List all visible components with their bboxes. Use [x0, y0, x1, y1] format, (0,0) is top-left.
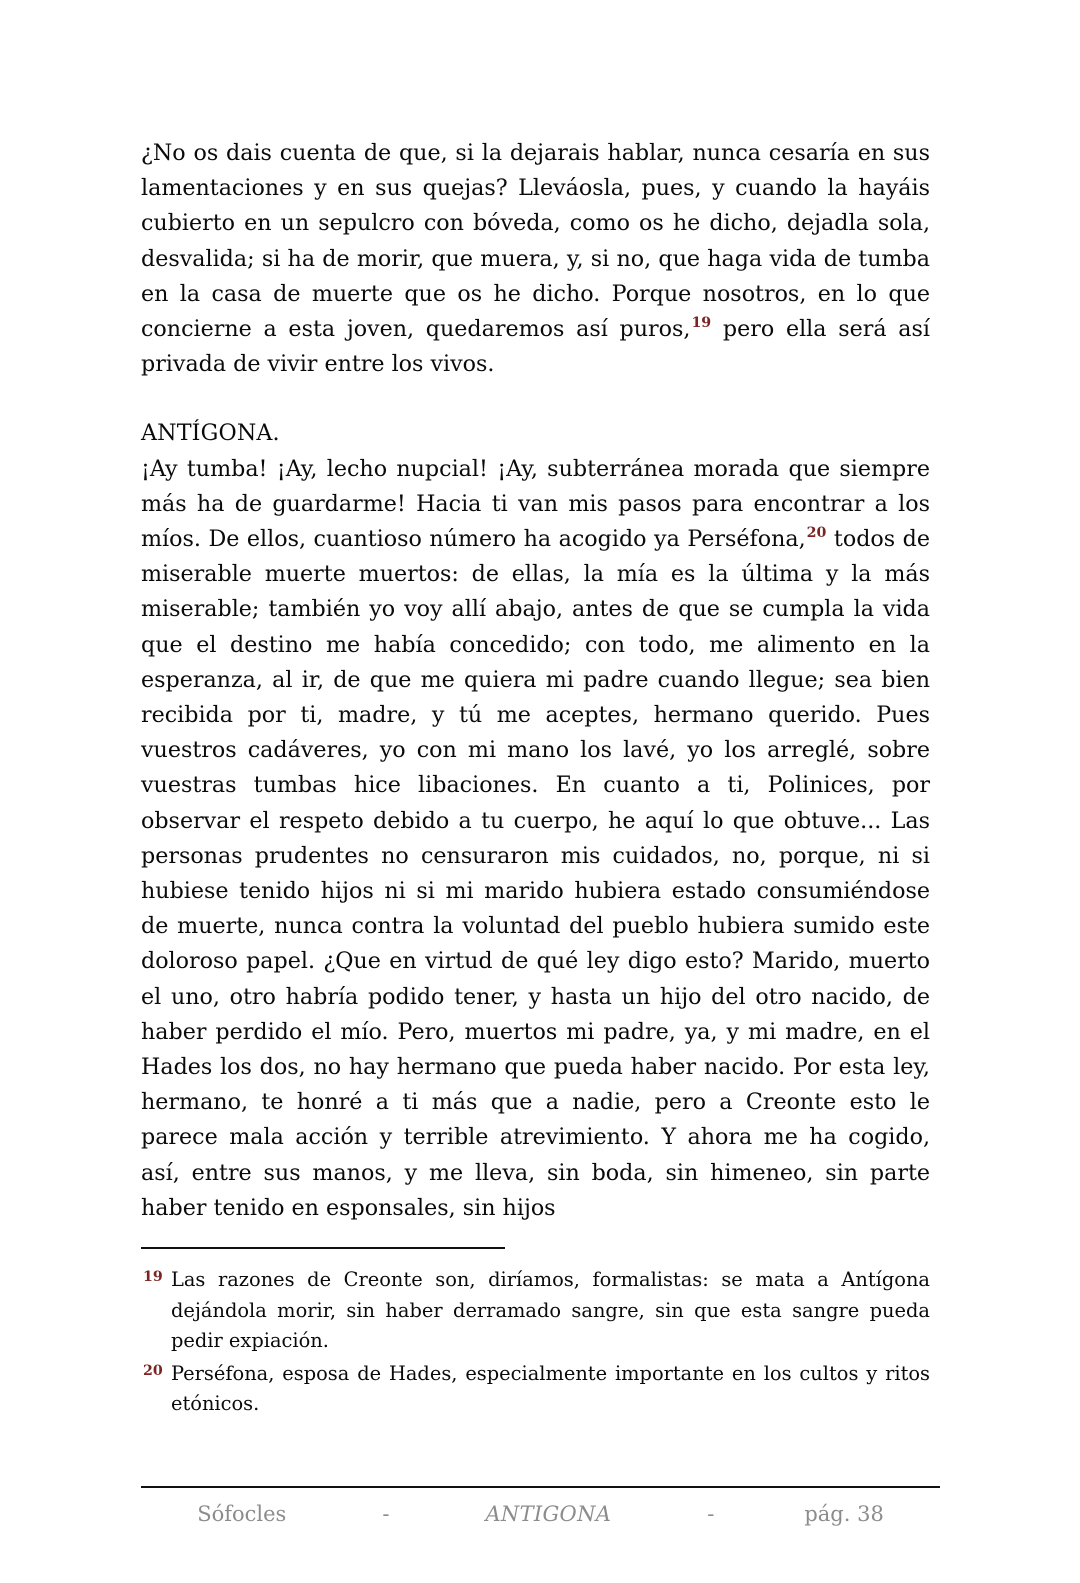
paragraph-text-part: ¡Ay tumba! ¡Ay, lecho nupcial! ¡Ay, subterránea morada que siempre más ha de guardarme! Hacia ti van mis pasos para encontrar a los míos. De ellos, cuantioso número ha acogido ya Perséfona, [141, 455, 930, 553]
footnote-item-19 [141, 1265, 930, 1357]
footer-separator-right: - [707, 1502, 715, 1526]
footer-row [141, 1488, 940, 1528]
footnote-text: Perséfona, esposa de Hades, especialmente importante en los cultos y ritos etónicos. [171, 1361, 930, 1415]
footer-page-number: pág. 38 [804, 1502, 884, 1526]
footnote-number-19: 19 [143, 1269, 163, 1285]
speaker-name: ANTÍGONA. [141, 420, 280, 447]
paragraph-antigona-speech [141, 452, 930, 1226]
page-body-content [141, 136, 930, 1226]
paragraph-text-part: ¿No os dais cuenta de que, si la dejarais hablar, nunca cesaría en sus lamentaciones y en sus quejas? Lleváosla, pues, y cuando la hayáis cubierto en un sepulcro con bóveda, como os he dicho, dejadla sola, desvalida; si ha de morir, que muera, y, si no, que haga vida de tumba en la casa de muerte que os he dicho. Porque nosotros, en lo que concierne a esta joven, quedaremos así puros, [141, 140, 930, 343]
footnote-number-20: 20 [143, 1362, 163, 1379]
footer-separator-left: - [382, 1502, 390, 1526]
footnote-item-20 [141, 1359, 930, 1420]
footnote-ref-19[interactable]: 19 [691, 314, 712, 331]
paragraph-text-part: pero ella será así privada de vivir entre los vivos. [141, 316, 931, 378]
footer-author: Sófocles [197, 1502, 287, 1526]
footnote-text: Las razones de Creonte son, diríamos, formalistas: se mata a Antígona dejándola morir, sin haber derramado sangre, sin que esta sangre pueda pedir expiación. [171, 1268, 930, 1352]
page-footer [141, 1486, 940, 1528]
paragraph-creon-speech [141, 136, 930, 382]
footnotes-section [141, 1247, 930, 1422]
speaker-block-antigona [141, 416, 930, 1226]
footnote-ref-20[interactable]: 20 [806, 524, 827, 541]
footnote-separator-rule [141, 1247, 505, 1249]
footer-title: ANTIGONA [485, 1502, 612, 1526]
paragraph-text-part: todos de miserable muerte muertos: de ellas, la mía es la última y la más miserable; también yo voy allí abajo, antes de que se cumpla la vida que el destino me había concedido; con todo, me alimento en la esperanza, al ir, de que me quiera mi padre cuando llegue; sea bien recibida por ti, madre, y tú me aceptes, hermano querido. Pues vuestros cadáveres, yo con mi mano los lavé, yo los arreglé, sobre vuestras tumbas hice libaciones. En cuanto a ti, Polinices, por observar el respeto debido a tu cuerpo, he aquí lo que obtuve... Las personas prudentes no censuraron mis cuidados, no, porque, ni si hubiese tenido hijos ni si mi marido hubiera estado consumiéndose de muerte, nunca contra la voluntad del pueblo hubiera sumido este doloroso papel. ¿Que en virtud de qué ley digo esto? Marido, muerto el uno, otro habría podido tener, y hasta un hijo del otro nacido, de haber perdido el mío. Pero, muertos mi padre, ya, y mi madre, en el Hades los dos, no hay hermano que pueda haber nacido. Por esta ley, hermano, te honré a ti más que a nadie, pero a Creonte esto le parece mala acción y terrible atrevimiento. Y ahora me ha cogido, así, entre sus manos, y me lleva, sin boda, sin himeneo, sin parte haber tenido en esponsales, sin hijos [141, 526, 930, 1221]
